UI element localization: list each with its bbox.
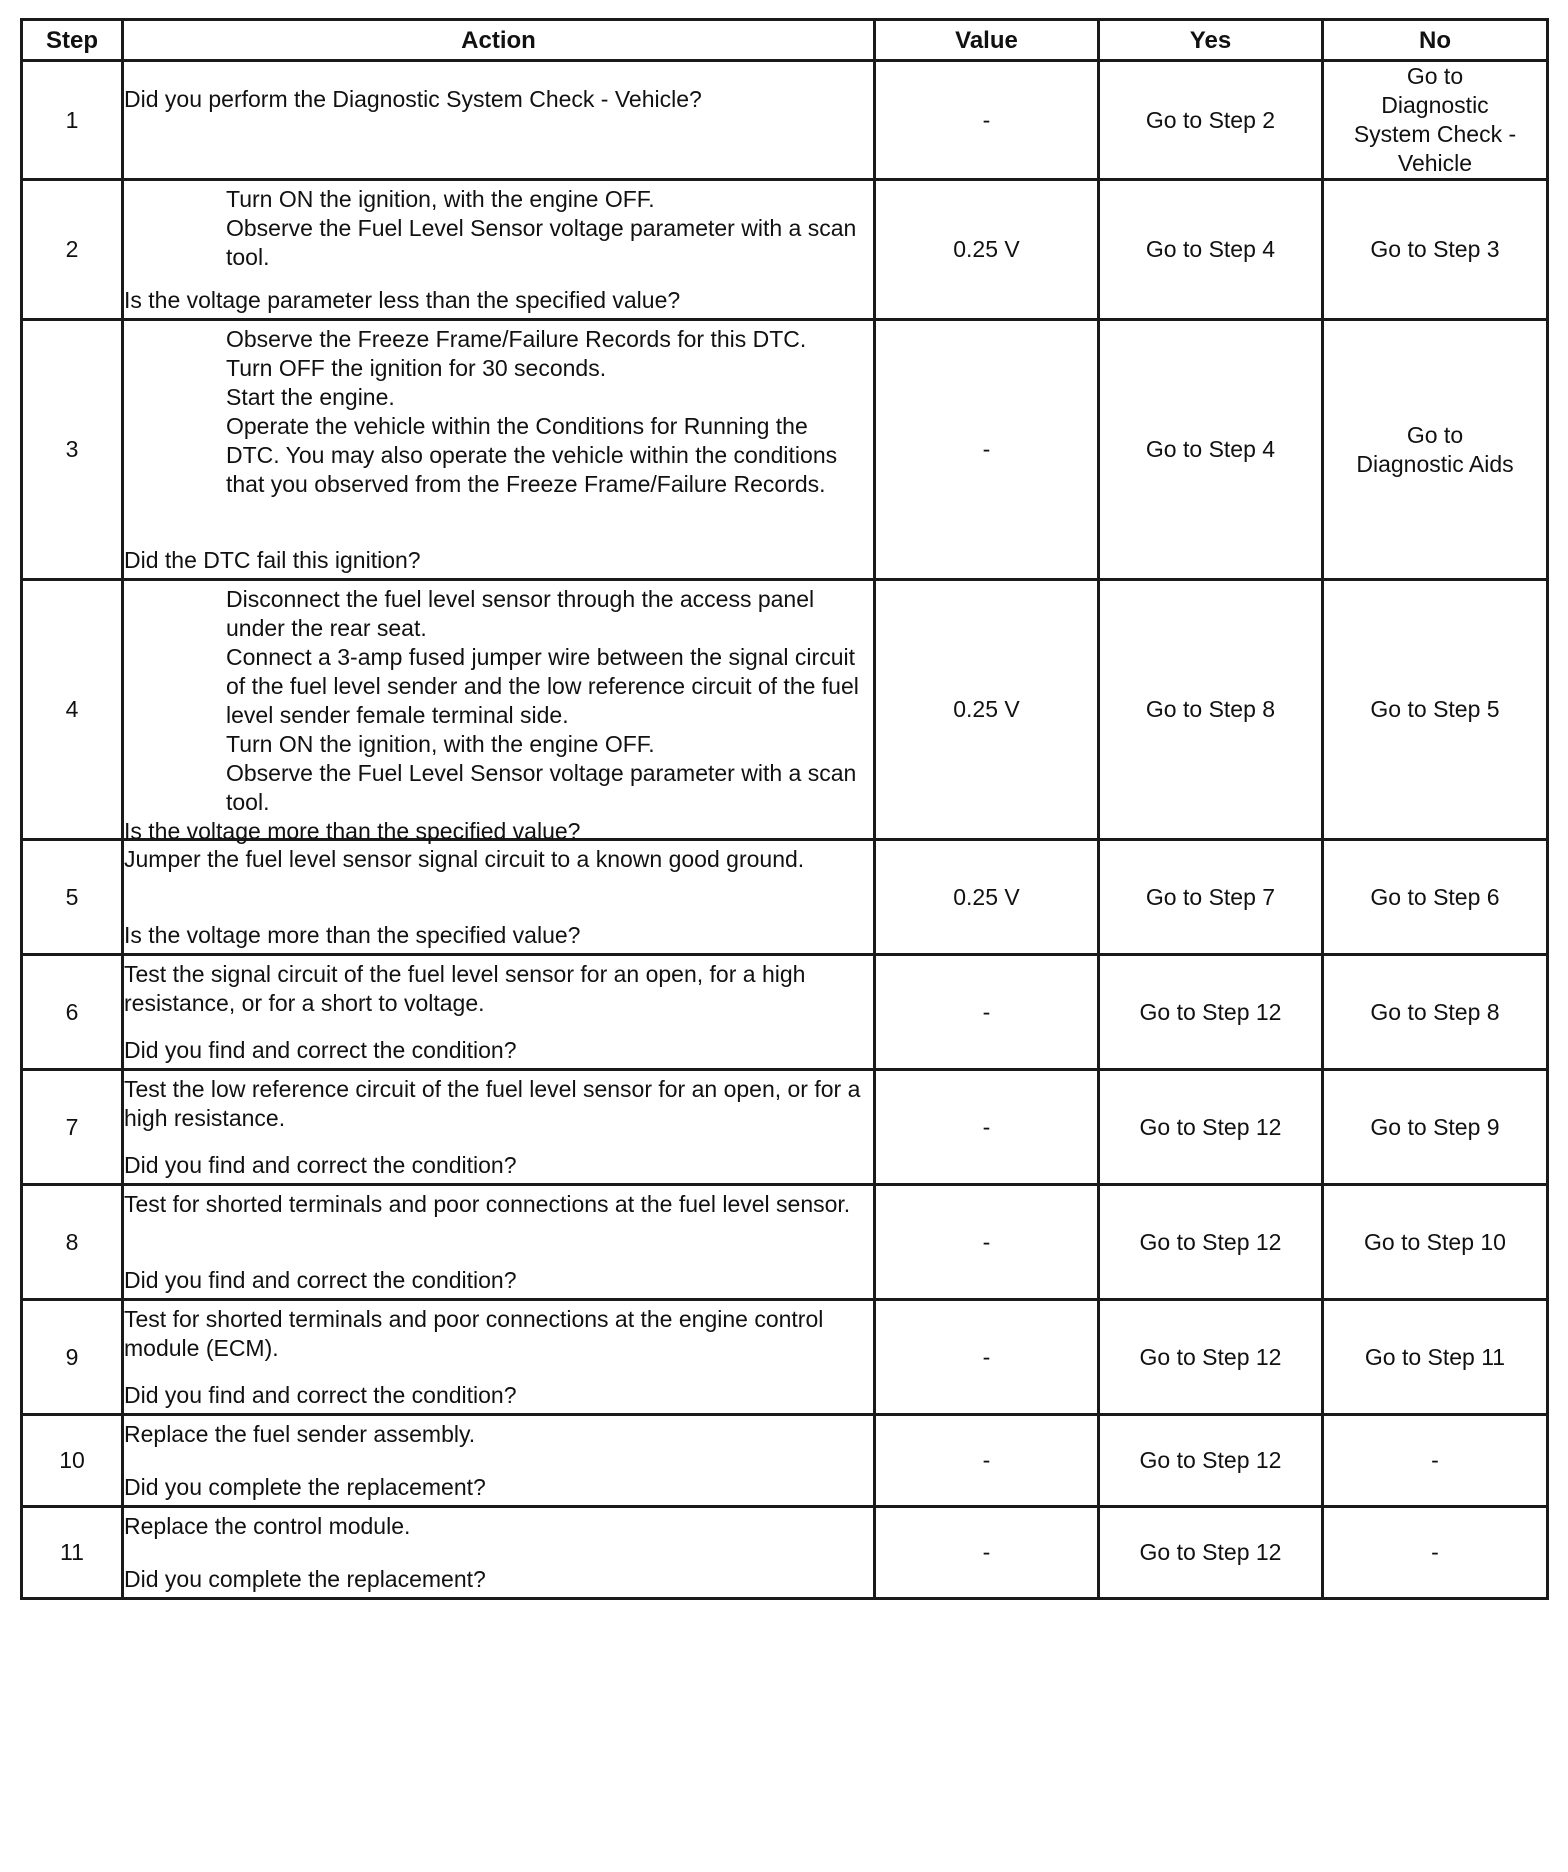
action-content [124, 1075, 873, 1180]
action-cell [123, 1300, 875, 1415]
diagnostic-table-page [20, 18, 1546, 1600]
value-cell: 0.25 V [875, 840, 1099, 955]
action-body [124, 1190, 873, 1219]
table-header-row [22, 20, 1548, 61]
value-cell: - [875, 1185, 1099, 1300]
table-row [22, 1415, 1548, 1507]
step-number: 11 [22, 1507, 123, 1599]
yes-cell: Go to Step 4 [1099, 320, 1323, 580]
action-content [124, 960, 873, 1065]
instruction-list [226, 585, 866, 817]
no-cell [1323, 1185, 1548, 1300]
step-number: 2 [22, 180, 123, 320]
action-content [124, 185, 873, 315]
action-content [124, 845, 873, 950]
action-content [124, 1190, 873, 1295]
action-content [124, 1420, 873, 1502]
step-number: 6 [22, 955, 123, 1070]
table-row [22, 61, 1548, 180]
action-text: Test the signal circuit of the fuel level sensor for an open, for a high resistance, or for a short to voltage. [124, 960, 806, 1016]
step-number: 4 [22, 580, 123, 840]
table-row [22, 1300, 1548, 1415]
header-no: No [1323, 20, 1548, 61]
diagnostic-table [20, 18, 1549, 1600]
no-cell [1323, 320, 1548, 580]
action-cell [123, 1415, 875, 1507]
no-text: Go to Step 3 [1370, 236, 1500, 262]
step-number: 3 [22, 320, 123, 580]
yes-cell: Go to Step 12 [1099, 955, 1323, 1070]
action-text: Replace the control module. [124, 1512, 411, 1539]
no-text: Go to Step 11 [1364, 1343, 1506, 1370]
no-text: Go to Diagnostic Aids [1356, 421, 1514, 477]
instruction-list [226, 325, 866, 499]
no-cell [1323, 180, 1548, 320]
instruction-item: Start the engine. [226, 383, 395, 410]
value-cell: - [875, 320, 1099, 580]
value-cell: - [875, 1415, 1099, 1507]
yes-cell: Go to Step 7 [1099, 840, 1323, 955]
instruction-item: Operate the vehicle within the Conditions for Running the DTC. You may also operate the vehicle within the conditions that you observed from the Freeze Frame/Failure Records. [226, 412, 838, 497]
action-content [124, 85, 873, 155]
action-body [124, 85, 873, 114]
no-cell [1323, 1300, 1548, 1415]
action-question: Did you find and correct the condition? [124, 1266, 517, 1293]
no-text: - [1431, 1447, 1439, 1473]
action-content [124, 1305, 873, 1410]
no-text: Go to Step 10 [1364, 1228, 1506, 1255]
instruction-item: Turn ON the ignition, with the engine OFF. [226, 185, 655, 212]
action-question: Did you find and correct the condition? [124, 1036, 517, 1063]
table-row [22, 1507, 1548, 1599]
action-cell [123, 320, 875, 580]
action-question: Did you find and correct the condition? [124, 1151, 517, 1178]
action-body [124, 185, 873, 272]
no-cell [1323, 840, 1548, 955]
action-question: Is the voltage more than the specified value? [124, 921, 581, 948]
instruction-item: Observe the Fuel Level Sensor voltage parameter with a scan tool. [226, 214, 857, 270]
yes-cell: Go to Step 8 [1099, 580, 1323, 840]
action-cell [123, 180, 875, 320]
action-text: Did you perform the Diagnostic System Check - Vehicle? [124, 86, 702, 112]
yes-cell: Go to Step 12 [1099, 1507, 1323, 1599]
action-body [124, 1512, 873, 1541]
action-question: Did you complete the replacement? [124, 1565, 486, 1592]
instruction-item: Turn ON the ignition, with the engine OFF. [226, 730, 655, 757]
value-cell: - [875, 955, 1099, 1070]
action-cell [123, 61, 875, 180]
step-number: 9 [22, 1300, 123, 1415]
action-body [124, 845, 873, 874]
header-value: Value [875, 20, 1099, 61]
value-cell: - [875, 61, 1099, 180]
action-cell [123, 580, 875, 844]
action-question: Did you complete the replacement? [124, 1473, 486, 1500]
action-body [124, 1305, 873, 1363]
yes-cell: Go to Step 12 [1099, 1185, 1323, 1300]
header-action: Action [123, 20, 875, 61]
yes-cell: Go to Step 12 [1099, 1300, 1323, 1415]
no-text: Go to Step 5 [1370, 696, 1500, 722]
no-cell [1323, 1070, 1548, 1185]
action-question: Is the voltage parameter less than the specified value? [124, 286, 681, 313]
instruction-item: Disconnect the fuel level sensor through the access panel under the rear seat. [226, 585, 815, 641]
action-cell [123, 1185, 875, 1300]
yes-cell: Go to Step 12 [1099, 1070, 1323, 1185]
value-cell: - [875, 1070, 1099, 1185]
action-content [124, 1512, 873, 1594]
action-body [124, 960, 873, 1018]
no-cell [1323, 1415, 1548, 1507]
table-row [22, 1185, 1548, 1300]
action-cell [123, 955, 875, 1070]
action-body [124, 1075, 873, 1133]
yes-cell: Go to Step 12 [1099, 1415, 1323, 1507]
header-step: Step [22, 20, 123, 61]
table-row [22, 1070, 1548, 1185]
action-body [124, 325, 873, 499]
no-text: - [1431, 1539, 1439, 1565]
instruction-item: Observe the Freeze Frame/Failure Records for this DTC. [226, 325, 807, 352]
action-cell [123, 1507, 875, 1599]
no-cell [1323, 955, 1548, 1070]
action-question: Did you find and correct the condition? [124, 1381, 517, 1408]
action-text: Jumper the fuel level sensor signal circuit to a known good ground. [124, 845, 805, 872]
no-cell [1323, 1507, 1548, 1599]
action-text: Test for shorted terminals and poor connections at the fuel level sensor. [124, 1190, 851, 1217]
value-cell: 0.25 V [875, 580, 1099, 840]
instruction-item: Turn OFF the ignition for 30 seconds. [226, 354, 607, 381]
action-cell [123, 840, 875, 955]
action-question: Did the DTC fail this ignition? [124, 546, 421, 573]
action-body [124, 585, 873, 817]
yes-cell: Go to Step 2 [1099, 61, 1323, 180]
no-text: Go to Step 9 [1370, 1113, 1500, 1140]
action-content [124, 325, 873, 575]
instruction-list [226, 185, 866, 272]
no-text: Go to Diagnostic System Check - Vehicle [1353, 63, 1517, 176]
table-row [22, 580, 1548, 840]
table-row [22, 180, 1548, 320]
instruction-item: Connect a 3-amp fused jumper wire between the signal circuit of the fuel level sender and the low reference circuit of the fuel level sender female terminal side. [226, 643, 859, 728]
action-body [124, 1420, 873, 1449]
action-question: Is the voltage more than the specified value? [124, 817, 581, 844]
action-cell [123, 1070, 875, 1185]
step-number: 8 [22, 1185, 123, 1300]
value-cell: - [875, 1300, 1099, 1415]
no-text: Go to Step 6 [1370, 883, 1500, 910]
step-number: 7 [22, 1070, 123, 1185]
header-yes: Yes [1099, 20, 1323, 61]
action-content [124, 585, 873, 844]
table-row [22, 840, 1548, 955]
action-text: Replace the fuel sender assembly. [124, 1420, 476, 1447]
step-number: 5 [22, 840, 123, 955]
table-row [22, 320, 1548, 580]
yes-cell: Go to Step 4 [1099, 180, 1323, 320]
step-number: 10 [22, 1415, 123, 1507]
value-cell: - [875, 1507, 1099, 1599]
action-text: Test the low reference circuit of the fuel level sensor for an open, or for a high resistance. [124, 1075, 861, 1131]
table-row [22, 955, 1548, 1070]
no-text: Go to Step 8 [1370, 998, 1500, 1025]
value-cell: 0.25 V [875, 180, 1099, 320]
no-cell [1323, 61, 1548, 180]
instruction-item: Observe the Fuel Level Sensor voltage parameter with a scan tool. [226, 759, 857, 815]
action-text: Test for shorted terminals and poor connections at the engine control module (ECM). [124, 1305, 824, 1361]
no-cell [1323, 580, 1548, 840]
step-number: 1 [22, 61, 123, 180]
